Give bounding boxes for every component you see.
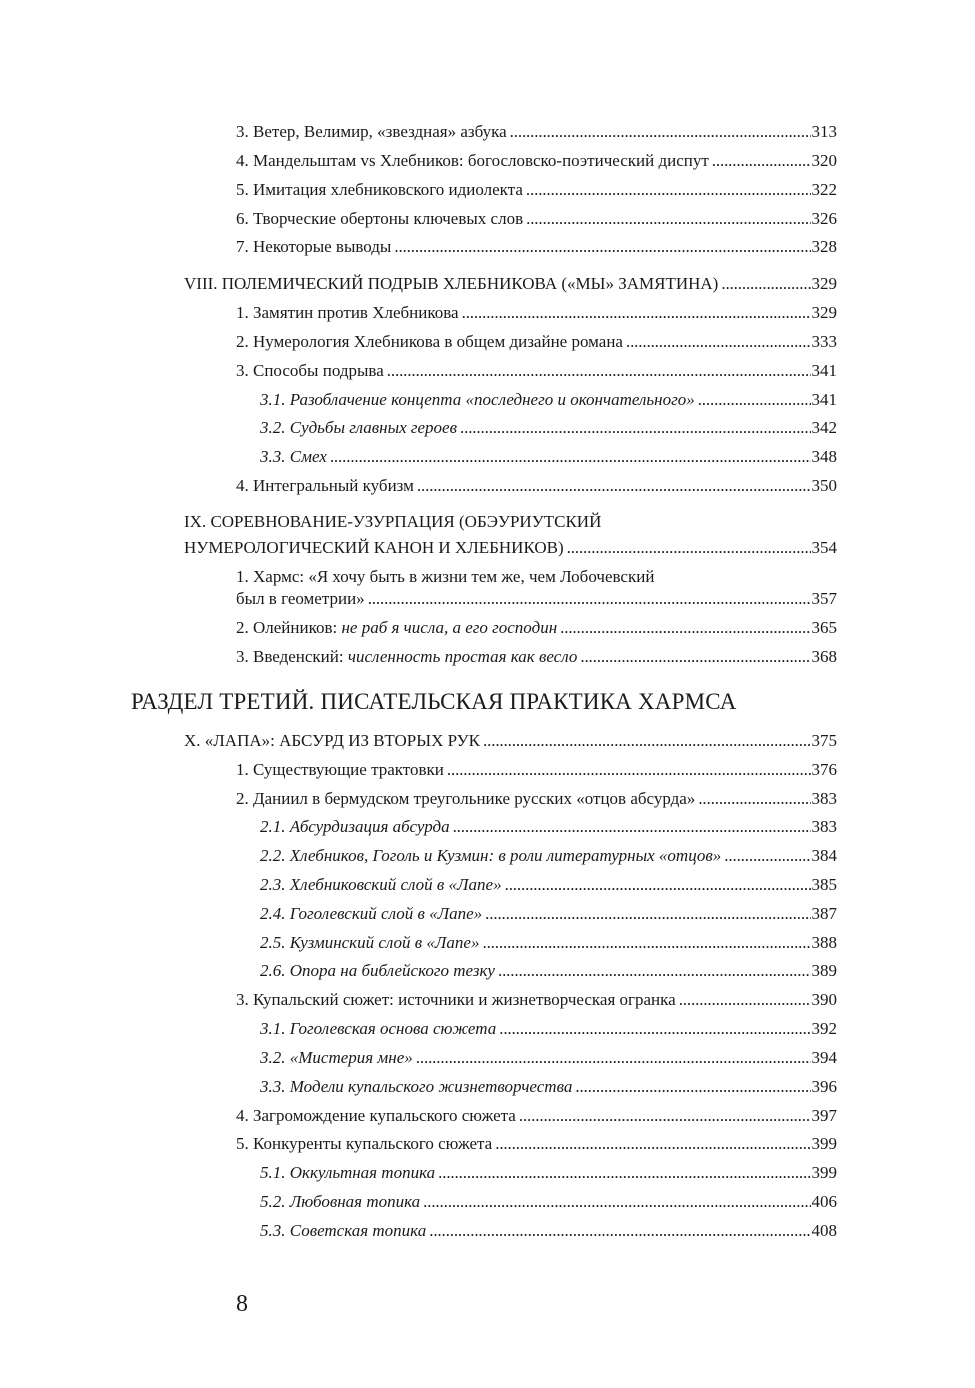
toc-subentry	[260, 960, 837, 982]
toc-entry	[236, 302, 837, 324]
toc-subentry	[260, 1162, 837, 1184]
toc-leader-dots	[505, 874, 811, 896]
toc-chapter	[184, 537, 837, 559]
toc-entry-page: 383	[811, 817, 837, 836]
toc-leader-dots	[526, 179, 811, 201]
toc-subentry	[260, 816, 837, 838]
toc-entry-title: 2. Нумерология Хлебникова в общем дизайне романа	[236, 332, 623, 351]
toc-entry-page: 326	[811, 209, 837, 228]
toc-subentry	[260, 1076, 837, 1098]
toc-entry-page: 329	[811, 274, 837, 293]
toc-chapter	[184, 730, 837, 752]
toc-entry-prefix: 2. Олейников:	[236, 618, 342, 637]
toc-leader-dots	[724, 845, 810, 867]
toc-leader-dots	[416, 1047, 811, 1069]
toc-subentry-title: 2.5. Кузминский слой в «Лапе»	[260, 933, 480, 952]
toc-entry-page: 383	[811, 789, 837, 808]
toc-entry	[236, 759, 837, 781]
toc-subentry	[260, 1018, 837, 1040]
toc-subentry-title: 2.2. Хлебников, Гоголь и Кузмин: в роли литературных «отцов»	[260, 846, 722, 865]
toc-leader-dots	[429, 1220, 810, 1242]
toc-leader-dots	[417, 475, 811, 497]
toc-entry	[236, 588, 837, 610]
toc-leader-dots	[460, 417, 811, 439]
toc-subentry	[260, 1047, 837, 1069]
toc-subentry-title: 3.1. Гоголевская основа сюжета	[260, 1019, 497, 1038]
toc-leader-dots	[510, 121, 811, 143]
toc-entry-page: 350	[811, 476, 837, 495]
toc-leader-dots	[712, 150, 811, 172]
toc-subentry	[260, 874, 837, 896]
toc-leader-dots	[453, 816, 811, 838]
toc-entry-title	[236, 617, 557, 639]
toc-leader-dots	[482, 932, 810, 954]
toc-entry-title: 3. Ветер, Велимир, «звездная» азбука	[236, 122, 507, 141]
toc-leader-dots	[330, 446, 811, 468]
toc-leader-dots	[679, 989, 811, 1011]
toc-leader-dots	[580, 646, 810, 668]
toc-entry-prefix: 3. Введенский:	[236, 647, 348, 666]
toc-entry-page: 329	[811, 303, 837, 322]
toc-subentry	[260, 1191, 837, 1213]
toc-entry-page: 399	[811, 1134, 837, 1153]
toc-entry-page: 385	[811, 875, 837, 894]
toc-leader-dots	[447, 759, 811, 781]
toc-entry	[236, 150, 837, 172]
toc-entry	[236, 788, 837, 810]
toc-entry-quote: численность простая как весло	[347, 647, 578, 666]
toc-chapter-title: X. «ЛАПА»: АБСУРД ИЗ ВТОРЫХ РУК	[184, 731, 481, 750]
toc-entry-page: 397	[811, 1106, 837, 1125]
toc-subentry-title: 2.3. Хлебниковский слой в «Лапе»	[260, 875, 502, 894]
toc-entry-page: 388	[811, 933, 837, 952]
toc-leader-dots	[387, 360, 811, 382]
toc-entry	[236, 989, 837, 1011]
toc-leader-dots	[698, 389, 811, 411]
toc-leader-dots	[495, 1133, 810, 1155]
toc-entry	[236, 1133, 837, 1155]
toc-leader-dots	[499, 1018, 810, 1040]
toc-entry-quote: не раб я числа, а его господин	[341, 618, 558, 637]
toc-entry-page: 342	[811, 418, 837, 437]
toc-entry-page: 376	[811, 760, 837, 779]
toc-subentry-title: 3.3. Смех	[260, 447, 327, 466]
toc-leader-dots	[721, 273, 810, 295]
toc-subentry-title: 5.2. Любовная топика	[260, 1192, 421, 1211]
toc-subentry	[260, 446, 837, 468]
toc-entry-page: 333	[811, 332, 837, 351]
toc-entry-title: 2. Даниил в бермудском треугольнике русских «отцов абсурда»	[236, 789, 696, 808]
toc-entry	[236, 179, 837, 201]
toc-chapter-title-line1: IX. СОРЕВНОВАНИЕ-УЗУРПАЦИЯ (ОБЭУРИУТСКИЙ	[184, 512, 602, 531]
toc-entry-title: 4. Мандельштам vs Хлебников: богословско-поэтический диспут	[236, 151, 709, 170]
toc-subentry	[260, 903, 837, 925]
toc-entry-title: 3. Способы подрыва	[236, 361, 384, 380]
toc-entry-page: 387	[811, 904, 837, 923]
toc-entry	[236, 208, 837, 230]
toc-leader-dots	[567, 537, 811, 559]
toc-entry-page: 408	[811, 1221, 837, 1240]
toc-entry-page: 341	[811, 361, 837, 380]
toc-entry-page: 348	[811, 447, 837, 466]
toc-entry	[236, 617, 837, 639]
toc-entry-title	[236, 646, 577, 668]
toc-subentry-title: 3.2. «Мистерия мне»	[260, 1048, 413, 1067]
toc-subentry-title: 3.3. Модели купальского жизнетворчества	[260, 1077, 573, 1096]
toc-subentry	[260, 845, 837, 867]
toc-subentry-title: 3.2. Судьбы главных героев	[260, 418, 457, 437]
toc-entry	[236, 236, 837, 258]
toc-entry-page: 384	[811, 846, 837, 865]
toc-entry-page: 357	[811, 589, 837, 608]
toc-entry	[236, 360, 837, 382]
toc-subentry-title: 2.4. Гоголевский слой в «Лапе»	[260, 904, 483, 923]
toc-leader-dots	[626, 331, 811, 353]
toc-subentry-title: 2.1. Абсурдизация абсурда	[260, 817, 450, 836]
toc-entry-title: 4. Интегральный кубизм	[236, 476, 414, 495]
toc-entry-title: 3. Купальский сюжет: источники и жизнетворческая огранка	[236, 990, 676, 1009]
toc-entry-title: 5. Конкуренты купальского сюжета	[236, 1134, 493, 1153]
toc-leader-dots	[560, 617, 810, 639]
toc-entry-page: 368	[811, 647, 837, 666]
toc-subentry	[260, 417, 837, 439]
toc-leader-dots	[485, 903, 810, 925]
toc-entry	[236, 331, 837, 353]
toc-entry-page: 365	[811, 618, 837, 637]
toc-subentry	[260, 932, 837, 954]
toc-entry-title: 1. Замятин против Хлебникова	[236, 303, 459, 322]
page-number: 8	[236, 1291, 248, 1317]
toc-chapter-title: VIII. ПОЛЕМИЧЕСКИЙ ПОДРЫВ ХЛЕБНИКОВА («МЫ» ЗАМЯТИНА)	[184, 274, 719, 293]
toc-entry	[236, 121, 837, 143]
toc-entry-page: 375	[811, 731, 837, 750]
toc-leader-dots	[423, 1191, 810, 1213]
toc-entry	[236, 475, 837, 497]
toc-subentry-title: 5.1. Оккультная топика	[260, 1163, 436, 1182]
toc-entry-page: 313	[811, 122, 837, 141]
toc-entry-page: 394	[811, 1048, 837, 1067]
toc-leader-dots	[368, 588, 811, 610]
toc-subentry-title: 3.1. Разоблачение концепта «последнего и окончательного»	[260, 390, 695, 409]
toc-entry-page: 389	[811, 961, 837, 980]
toc-entry-page: 399	[811, 1163, 837, 1182]
toc-leader-dots	[698, 788, 810, 810]
toc-leader-dots	[575, 1076, 810, 1098]
toc-leader-dots	[462, 302, 811, 324]
toc-chapter-title-line2: НУМЕРОЛОГИЧЕСКИЙ КАНОН И ХЛЕБНИКОВ)	[184, 538, 564, 557]
toc-leader-dots	[519, 1105, 811, 1127]
toc-leader-dots	[498, 960, 811, 982]
toc-chapter	[184, 273, 837, 295]
toc-entry-title-line2: был в геометрии»	[236, 589, 365, 608]
toc-entry-page: 406	[811, 1192, 837, 1211]
toc-entry-page: 390	[811, 990, 837, 1009]
toc-entry-page: 328	[811, 237, 837, 256]
toc-leader-dots	[394, 236, 810, 258]
toc-entry-page: 320	[811, 151, 837, 170]
toc-entry-title: 6. Творческие обертоны ключевых слов	[236, 209, 524, 228]
toc-leader-dots	[483, 730, 810, 752]
toc-subentry-title: 5.3. Советская топика	[260, 1221, 427, 1240]
toc-leader-dots	[526, 208, 810, 230]
toc-entry-title: 1. Существующие трактовки	[236, 760, 444, 779]
toc-subentry	[260, 1220, 837, 1242]
toc-entry-page: 392	[811, 1019, 837, 1038]
toc-entry-title-line1: 1. Хармс: «Я хочу быть в жизни тем же, чем Лобочевский	[236, 567, 655, 586]
toc-subentry	[260, 389, 837, 411]
toc-entry-page: 396	[811, 1077, 837, 1096]
section-heading: РАЗДЕЛ ТРЕТИЙ. ПИСАТЕЛЬСКАЯ ПРАКТИКА ХАРМСА	[131, 689, 737, 714]
toc-entry-title: 5. Имитация хлебниковского идиолекта	[236, 180, 523, 199]
toc-entry-page: 354	[811, 538, 837, 557]
toc-entry-page: 341	[811, 390, 837, 409]
toc-entry-page: 322	[811, 180, 837, 199]
toc-entry	[236, 1105, 837, 1127]
toc-entry-title: 4. Загромождение купальского сюжета	[236, 1106, 516, 1125]
toc-leader-dots	[438, 1162, 810, 1184]
toc-entry	[236, 646, 837, 668]
toc-entry-title: 7. Некоторые выводы	[236, 237, 392, 256]
toc-subentry-title: 2.6. Опора на библейского тезку	[260, 961, 495, 980]
